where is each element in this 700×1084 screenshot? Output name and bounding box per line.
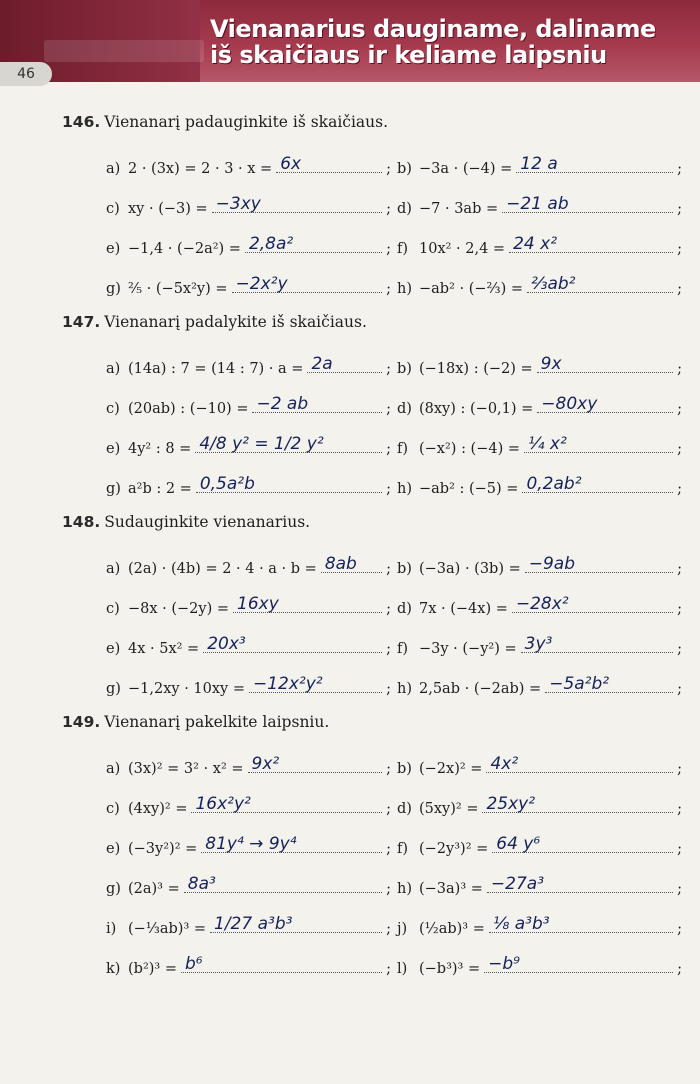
task-title bbox=[62, 312, 682, 332]
item-expression: −ab² · (−⅔) = bbox=[419, 280, 523, 297]
handwritten-answer: 9x bbox=[540, 353, 562, 374]
answer-blank[interactable] bbox=[201, 833, 382, 854]
item-expression: ⅖ · (−5x²y) = bbox=[128, 280, 228, 297]
handwritten-answer: ⅔ab² bbox=[531, 273, 576, 294]
exercise-item bbox=[397, 153, 682, 177]
exercise-item bbox=[397, 473, 682, 497]
item-separator: ; bbox=[386, 240, 391, 257]
handwritten-answer: −5a²b² bbox=[549, 673, 610, 694]
exercise-item bbox=[106, 593, 391, 617]
exercise-item bbox=[106, 673, 391, 697]
exercise-row bbox=[106, 546, 682, 586]
task-number: 146. bbox=[62, 113, 101, 131]
exercise-item bbox=[106, 953, 391, 977]
item-label: a) bbox=[106, 360, 121, 377]
item-expression: (14a) : 7 = (14 : 7) · a = bbox=[128, 360, 304, 377]
item-label: g) bbox=[106, 680, 121, 697]
task-3 bbox=[62, 712, 682, 992]
exercise-row bbox=[106, 586, 682, 626]
answer-blank[interactable] bbox=[307, 353, 382, 374]
item-separator: ; bbox=[386, 680, 391, 697]
answer-blank[interactable] bbox=[181, 953, 382, 974]
exercise-row bbox=[106, 226, 682, 266]
handwritten-answer: −b⁹ bbox=[488, 953, 520, 974]
item-separator: ; bbox=[386, 480, 391, 497]
item-label: d) bbox=[397, 200, 412, 217]
answer-blank[interactable] bbox=[482, 793, 673, 814]
item-separator: ; bbox=[677, 680, 682, 697]
item-separator: ; bbox=[677, 440, 682, 457]
item-expression: (20ab) : (−10) = bbox=[128, 400, 249, 417]
handwritten-answer: −3xy bbox=[215, 193, 261, 214]
answer-blank[interactable] bbox=[210, 913, 382, 934]
exercise-row bbox=[106, 386, 682, 426]
item-separator: ; bbox=[677, 360, 682, 377]
item-label: b) bbox=[397, 560, 412, 577]
task-title bbox=[62, 112, 682, 132]
exercise-item bbox=[397, 553, 682, 577]
handwritten-answer: 4x² bbox=[490, 753, 519, 774]
item-label: d) bbox=[397, 400, 412, 417]
section-gap bbox=[62, 986, 682, 992]
exercise-item bbox=[106, 153, 391, 177]
task-number: 149. bbox=[62, 713, 101, 731]
task-title bbox=[62, 712, 682, 732]
item-label: e) bbox=[106, 640, 121, 657]
answer-blank[interactable] bbox=[212, 193, 382, 214]
answer-blank[interactable] bbox=[537, 353, 673, 374]
item-label: g) bbox=[106, 280, 121, 297]
item-label: b) bbox=[397, 360, 412, 377]
handwritten-answer: −27a³ bbox=[490, 873, 545, 894]
title-line-1: Vienanarius dauginame, daliname bbox=[210, 15, 656, 43]
exercise-row bbox=[106, 466, 682, 506]
exercise-item bbox=[106, 393, 391, 417]
item-separator: ; bbox=[677, 880, 682, 897]
item-label: l) bbox=[397, 960, 408, 977]
item-label: h) bbox=[397, 280, 412, 297]
handwritten-answer: 16xy bbox=[237, 593, 279, 614]
handwritten-answer: 3y³ bbox=[524, 633, 553, 654]
item-separator: ; bbox=[386, 600, 391, 617]
handwritten-answer: 12 a bbox=[520, 153, 558, 174]
handwritten-answer: 81y⁴ → 9y⁴ bbox=[205, 833, 297, 854]
item-expression: (−2x)² = bbox=[419, 760, 483, 777]
task-number: 147. bbox=[62, 313, 101, 331]
answer-blank[interactable] bbox=[484, 953, 673, 974]
task-instruction: Vienanarį padalykite iš skaičiaus. bbox=[104, 313, 367, 331]
exercise-item bbox=[106, 473, 391, 497]
exercise-item bbox=[106, 633, 391, 657]
item-expression: a²b : 2 = bbox=[128, 480, 192, 497]
answer-blank[interactable] bbox=[545, 673, 673, 694]
answer-blank[interactable] bbox=[184, 873, 382, 894]
handwritten-answer: 4/8 y² = 1/2 y² bbox=[199, 433, 324, 454]
exercise-item bbox=[106, 353, 391, 377]
item-label: f) bbox=[397, 840, 409, 857]
handwritten-answer: −80xy bbox=[541, 393, 598, 414]
exercise-row bbox=[106, 626, 682, 666]
item-label: d) bbox=[397, 800, 412, 817]
page-number: 46 bbox=[0, 62, 52, 86]
item-expression: −7 · 3ab = bbox=[419, 200, 499, 217]
handwritten-answer: 16x²y² bbox=[195, 793, 251, 814]
item-expression: 7x · (−4x) = bbox=[419, 600, 508, 617]
item-label: g) bbox=[106, 480, 121, 497]
exercise-row bbox=[106, 786, 682, 826]
item-expression: 4y² : 8 = bbox=[128, 440, 192, 457]
item-expression: (−⅓ab)³ = bbox=[128, 920, 207, 937]
item-expression: (4xy)² = bbox=[128, 800, 188, 817]
exercise-item bbox=[397, 793, 682, 817]
item-separator: ; bbox=[677, 480, 682, 497]
item-expression: (8xy) : (−0,1) = bbox=[419, 400, 534, 417]
handwritten-answer: 6x bbox=[280, 153, 302, 174]
item-expression: 2,5ab · (−2ab) = bbox=[419, 680, 542, 697]
handwritten-answer: ¼ x² bbox=[528, 433, 567, 454]
handwritten-answer: 2,8a² bbox=[248, 233, 294, 254]
exercise-list bbox=[62, 112, 682, 992]
exercise-item bbox=[397, 673, 682, 697]
item-expression: 10x² · 2,4 = bbox=[419, 240, 506, 257]
task-1 bbox=[62, 312, 682, 512]
exercise-item bbox=[397, 913, 682, 937]
item-separator: ; bbox=[677, 800, 682, 817]
handwritten-answer: −21 ab bbox=[506, 193, 569, 214]
exercise-row bbox=[106, 746, 682, 786]
item-expression: (−3a)³ = bbox=[419, 880, 483, 897]
handwritten-answer: 24 x² bbox=[513, 233, 558, 254]
item-separator: ; bbox=[386, 200, 391, 217]
exercise-item bbox=[106, 753, 391, 777]
exercise-item bbox=[106, 873, 391, 897]
item-expression: −3y · (−y²) = bbox=[419, 640, 517, 657]
item-expression: −3a · (−4) = bbox=[419, 160, 513, 177]
item-label: a) bbox=[106, 560, 121, 577]
exercise-item bbox=[397, 193, 682, 217]
item-label: e) bbox=[106, 840, 121, 857]
handwritten-answer: −9ab bbox=[528, 553, 576, 574]
exercise-item bbox=[106, 233, 391, 257]
item-label: b) bbox=[397, 160, 412, 177]
item-label: c) bbox=[106, 800, 120, 817]
answer-blank[interactable] bbox=[233, 593, 382, 614]
title-line-2: iš skaičiaus ir keliame laipsniu bbox=[210, 41, 607, 69]
item-expression: (−3y²)² = bbox=[128, 840, 198, 857]
item-label: k) bbox=[106, 960, 121, 977]
item-expression: (2a) · (4b) = 2 · 4 · a · b = bbox=[128, 560, 317, 577]
item-expression: −8x · (−2y) = bbox=[128, 600, 230, 617]
answer-blank[interactable] bbox=[195, 433, 382, 454]
handwritten-answer: 20x³ bbox=[207, 633, 246, 654]
header-math-symbols-graphic bbox=[44, 40, 204, 62]
item-separator: ; bbox=[677, 640, 682, 657]
task-instruction: Vienanarį padauginkite iš skaičiaus. bbox=[104, 113, 389, 131]
item-label: d) bbox=[397, 600, 412, 617]
item-label: f) bbox=[397, 640, 409, 657]
item-label: g) bbox=[106, 880, 121, 897]
answer-blank[interactable] bbox=[524, 433, 673, 454]
exercise-item bbox=[106, 793, 391, 817]
page-header bbox=[0, 0, 700, 82]
handwritten-answer: ⅛ a³b³ bbox=[492, 913, 550, 934]
item-label: h) bbox=[397, 880, 412, 897]
task-number: 148. bbox=[62, 513, 101, 531]
item-separator: ; bbox=[386, 360, 391, 377]
item-separator: ; bbox=[386, 160, 391, 177]
item-expression: 2 · (3x) = 2 · 3 · x = bbox=[128, 160, 273, 177]
item-label: a) bbox=[106, 160, 121, 177]
item-separator: ; bbox=[386, 280, 391, 297]
task-0 bbox=[62, 112, 682, 312]
item-label: f) bbox=[397, 440, 409, 457]
answer-blank[interactable] bbox=[527, 273, 673, 294]
answer-blank[interactable] bbox=[537, 393, 673, 414]
exercise-row bbox=[106, 946, 682, 986]
handwritten-answer: 0,5a²b bbox=[199, 473, 255, 494]
item-separator: ; bbox=[386, 840, 391, 857]
item-label: e) bbox=[106, 440, 121, 457]
handwritten-answer: 64 y⁶ bbox=[496, 833, 541, 854]
exercise-row bbox=[106, 186, 682, 226]
item-expression: −1,4 · (−2a²) = bbox=[128, 240, 241, 257]
handwritten-answer: 8a³ bbox=[187, 873, 216, 894]
item-expression: (3x)² = 3² · x² = bbox=[128, 760, 244, 777]
task-instruction: Vienanarį pakelkite laipsniu. bbox=[104, 713, 330, 731]
item-separator: ; bbox=[677, 160, 682, 177]
exercise-item bbox=[397, 233, 682, 257]
exercise-row bbox=[106, 266, 682, 306]
handwritten-answer: 9x² bbox=[251, 753, 280, 774]
item-expression: (−3a) · (3b) = bbox=[419, 560, 521, 577]
exercise-item bbox=[397, 273, 682, 297]
item-label: i) bbox=[106, 920, 117, 937]
exercise-item bbox=[106, 553, 391, 577]
item-separator: ; bbox=[386, 960, 391, 977]
exercise-item bbox=[106, 433, 391, 457]
exercise-item bbox=[397, 633, 682, 657]
item-separator: ; bbox=[677, 760, 682, 777]
item-separator: ; bbox=[677, 840, 682, 857]
exercise-item bbox=[106, 833, 391, 857]
item-separator: ; bbox=[386, 640, 391, 657]
handwritten-answer: −12x²y² bbox=[252, 673, 323, 694]
exercise-row bbox=[106, 866, 682, 906]
item-label: a) bbox=[106, 760, 121, 777]
answer-blank[interactable] bbox=[521, 633, 673, 654]
item-expression: (−b³)³ = bbox=[419, 960, 481, 977]
handwritten-answer: 0,2ab² bbox=[526, 473, 582, 494]
item-expression: (−x²) : (−4) = bbox=[419, 440, 521, 457]
exercise-row bbox=[106, 826, 682, 866]
handwritten-answer: −2x²y bbox=[235, 273, 288, 294]
item-label: j) bbox=[397, 920, 408, 937]
item-expression: (½ab)³ = bbox=[419, 920, 485, 937]
item-separator: ; bbox=[677, 240, 682, 257]
answer-blank[interactable] bbox=[516, 153, 673, 174]
exercise-row bbox=[106, 346, 682, 386]
item-separator: ; bbox=[386, 440, 391, 457]
answer-blank[interactable] bbox=[191, 793, 382, 814]
item-separator: ; bbox=[677, 960, 682, 977]
handwritten-answer: 25xy² bbox=[486, 793, 536, 814]
exercise-item bbox=[397, 393, 682, 417]
answer-blank[interactable] bbox=[196, 473, 382, 494]
exercise-row bbox=[106, 426, 682, 466]
item-expression: (b²)³ = bbox=[128, 960, 177, 977]
item-expression: 4x · 5x² = bbox=[128, 640, 200, 657]
answer-blank[interactable] bbox=[249, 673, 382, 694]
item-separator: ; bbox=[386, 760, 391, 777]
item-expression: −1,2xy · 10xy = bbox=[128, 680, 245, 697]
page-title bbox=[210, 16, 690, 68]
item-separator: ; bbox=[386, 400, 391, 417]
handwritten-answer: 1/27 a³b³ bbox=[214, 913, 293, 934]
exercise-item bbox=[397, 873, 682, 897]
item-label: b) bbox=[397, 760, 412, 777]
answer-blank[interactable] bbox=[492, 833, 673, 854]
item-expression: xy · (−3) = bbox=[128, 200, 208, 217]
answer-blank[interactable] bbox=[321, 553, 382, 574]
answer-blank[interactable] bbox=[502, 193, 673, 214]
item-expression: (2a)³ = bbox=[128, 880, 180, 897]
exercise-item bbox=[106, 193, 391, 217]
exercise-item bbox=[397, 753, 682, 777]
item-expression: (−18x) : (−2) = bbox=[419, 360, 533, 377]
answer-blank[interactable] bbox=[203, 633, 382, 654]
item-expression: (5xy)² = bbox=[419, 800, 479, 817]
exercise-item bbox=[397, 953, 682, 977]
answer-blank[interactable] bbox=[248, 753, 383, 774]
exercise-item bbox=[397, 593, 682, 617]
task-instruction: Sudauginkite vienanarius. bbox=[104, 513, 311, 531]
item-label: e) bbox=[106, 240, 121, 257]
item-label: f) bbox=[397, 240, 409, 257]
answer-blank[interactable] bbox=[512, 593, 673, 614]
answer-blank[interactable] bbox=[232, 273, 383, 294]
item-separator: ; bbox=[677, 560, 682, 577]
task-title bbox=[62, 512, 682, 532]
item-expression: −ab² : (−5) = bbox=[419, 480, 519, 497]
exercise-row bbox=[106, 906, 682, 946]
answer-blank[interactable] bbox=[245, 233, 382, 254]
exercise-item bbox=[106, 273, 391, 297]
exercise-row bbox=[106, 666, 682, 706]
item-label: c) bbox=[106, 200, 120, 217]
answer-blank[interactable] bbox=[489, 913, 673, 934]
answer-blank[interactable] bbox=[252, 393, 382, 414]
item-separator: ; bbox=[677, 600, 682, 617]
answer-blank[interactable] bbox=[525, 553, 673, 574]
item-separator: ; bbox=[677, 400, 682, 417]
item-separator: ; bbox=[386, 800, 391, 817]
handwritten-answer: −2 ab bbox=[256, 393, 309, 414]
handwritten-answer: −28x² bbox=[515, 593, 569, 614]
answer-blank[interactable] bbox=[486, 753, 673, 774]
exercise-item bbox=[397, 833, 682, 857]
item-label: h) bbox=[397, 480, 412, 497]
exercise-row bbox=[106, 146, 682, 186]
handwritten-answer: 2a bbox=[311, 353, 333, 374]
item-separator: ; bbox=[677, 200, 682, 217]
handwritten-answer: b⁶ bbox=[184, 953, 203, 974]
exercise-item bbox=[106, 913, 391, 937]
item-separator: ; bbox=[386, 920, 391, 937]
answer-blank[interactable] bbox=[487, 873, 673, 894]
answer-blank[interactable] bbox=[276, 153, 382, 174]
item-separator: ; bbox=[677, 920, 682, 937]
item-label: c) bbox=[106, 400, 120, 417]
item-expression: (−2y³)² = bbox=[419, 840, 489, 857]
item-label: c) bbox=[106, 600, 120, 617]
exercise-item bbox=[397, 433, 682, 457]
item-separator: ; bbox=[386, 560, 391, 577]
handwritten-answer: 8ab bbox=[324, 553, 357, 574]
task-2 bbox=[62, 512, 682, 712]
item-separator: ; bbox=[386, 880, 391, 897]
item-separator: ; bbox=[677, 280, 682, 297]
answer-blank[interactable] bbox=[509, 233, 673, 254]
answer-blank[interactable] bbox=[522, 473, 673, 494]
exercise-item bbox=[397, 353, 682, 377]
item-label: h) bbox=[397, 680, 412, 697]
